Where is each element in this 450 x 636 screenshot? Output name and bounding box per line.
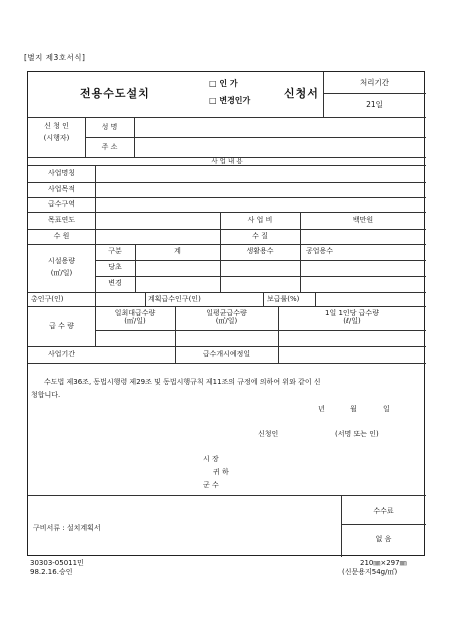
statement-line-2: 청합니다.	[31, 391, 61, 399]
project-content-header: 사 업 내 용	[211, 157, 243, 165]
max-daily-supply-unit: (㎥/일)	[124, 317, 146, 325]
fee-value: 없 음	[375, 535, 392, 543]
form-title-main: 전용수도설치	[80, 87, 150, 100]
project-period-label: 사업기간	[47, 350, 76, 358]
business-purpose-field[interactable]	[96, 183, 426, 197]
applicant-sublabel: (시행자)	[43, 134, 70, 142]
form-title-suffix: 신청서	[284, 87, 319, 100]
applicant-label: 신 청 인	[44, 122, 69, 130]
business-name-field[interactable]	[96, 166, 426, 182]
address-field[interactable]	[135, 138, 426, 157]
capacity-total-header: 계	[174, 247, 181, 255]
per-capita-supply-label: 1일 1인당 급수량	[325, 309, 379, 317]
paper-size: 210㎜×297㎜	[360, 559, 407, 567]
per-capita-supply-unit: (ℓ/일)	[343, 317, 361, 325]
date-month-label: 월	[350, 405, 357, 413]
water-source-label: 수 원	[53, 232, 70, 240]
form-number: [별지 제3호서식]	[24, 53, 86, 62]
recipient-county-head: 군 수	[203, 481, 219, 489]
capacity-type-header: 구분	[108, 247, 122, 255]
coverage-rate-label: 보급률(%)	[267, 295, 300, 303]
avg-daily-supply-unit: (㎥/일)	[215, 317, 238, 325]
processing-period-value: 21일	[366, 100, 383, 109]
fee-label: 수수료	[373, 507, 394, 515]
application-form	[27, 71, 425, 556]
water-quality-label: 수 질	[252, 232, 268, 240]
capacity-unit: (㎥/일)	[50, 269, 73, 277]
supply-start-date-label: 급수개시예정일	[202, 350, 251, 358]
option-change-approval: □ 변경인가	[209, 96, 251, 105]
business-cost-unit: 백만원	[352, 216, 374, 224]
name-label: 성 명	[101, 123, 118, 131]
total-population-label: 총인구(인)	[31, 295, 64, 303]
signature-label: 신청인	[258, 430, 279, 438]
date-day-label: 일	[383, 405, 390, 413]
business-purpose-label: 사업목적	[47, 185, 76, 193]
capacity-industrial-header: 공업용수	[306, 247, 334, 255]
address-label: 주 소	[101, 143, 118, 151]
capacity-label: 시설용량	[47, 257, 76, 265]
target-year-field[interactable]	[96, 213, 220, 229]
approval-date: 98.2.16.승인	[30, 568, 73, 576]
capacity-change-row: 변경	[108, 279, 122, 287]
capacity-original-row: 당초	[108, 263, 122, 271]
avg-daily-supply-label: 일평균급수량	[206, 309, 247, 317]
processing-period-label: 처리기간	[360, 78, 389, 87]
water-quality-field[interactable]	[301, 230, 426, 244]
recipient-honorific: 귀 하	[213, 468, 229, 476]
required-documents: 구비서류 : 설치계획서	[33, 524, 101, 532]
statement-line-1: 수도법 제36조, 동법시행령 제29조 및 동법시행규칙 제11조의 규정에 의하여 위와 같이 신	[44, 378, 321, 386]
capacity-domestic-header: 생활용수	[246, 247, 274, 255]
supply-amount-label: 급 수 량	[49, 322, 74, 330]
target-year-label: 목표연도	[47, 216, 76, 224]
date-year-label: 년	[318, 405, 325, 413]
option-approval: □ 인 가	[209, 79, 238, 88]
water-source-field[interactable]	[96, 230, 220, 244]
name-field[interactable]	[135, 118, 426, 137]
business-name-label: 사업명칭	[47, 169, 76, 177]
supply-area-field[interactable]	[96, 198, 426, 212]
recipient-mayor: 시 장	[203, 455, 219, 463]
signature-note: (서명 또는 인)	[335, 430, 379, 438]
planned-population-label: 계획급수인구(인)	[148, 295, 201, 303]
form-code: 30303-05011민	[30, 559, 84, 567]
business-cost-label: 사 업 비	[247, 216, 273, 224]
paper-type: (신문용지54g/㎡)	[342, 568, 398, 576]
supply-area-label: 급수구역	[47, 200, 76, 208]
max-daily-supply-label: 일최대급수량	[114, 309, 156, 317]
